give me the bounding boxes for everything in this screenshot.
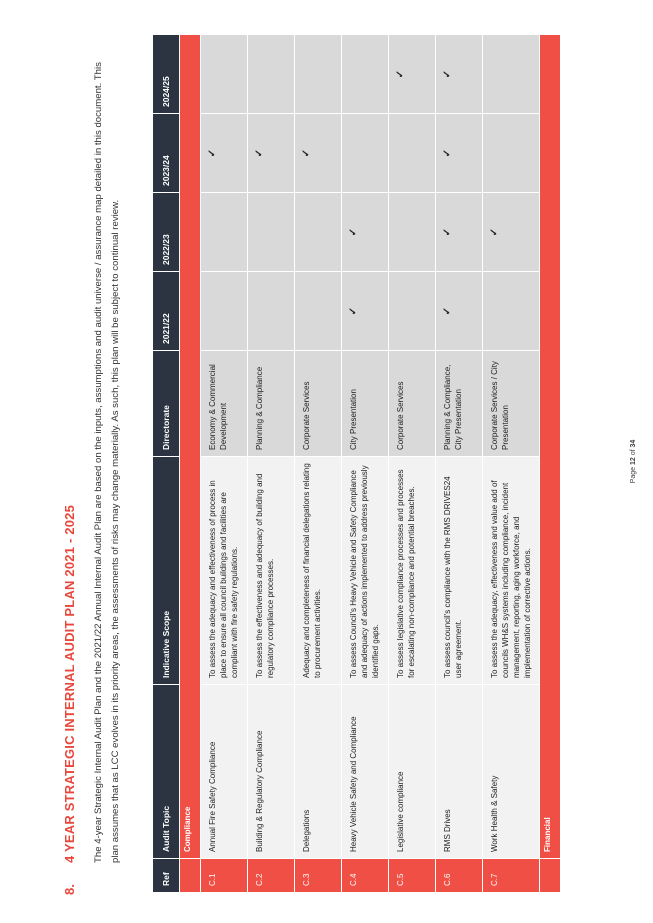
audit-topic-cell: Annual Fire Safety Compliance xyxy=(201,685,248,859)
year-tick-cell xyxy=(295,193,342,272)
audit-topic-cell: RMS Drives xyxy=(436,685,483,859)
ref-cell: C.6 xyxy=(436,859,483,893)
year-tick-cell: ✓ xyxy=(342,193,389,272)
year-tick-cell: ✓ xyxy=(201,114,248,193)
section-title: Compliance xyxy=(180,35,201,859)
directorate-cell: Planning & Compliance xyxy=(248,351,295,457)
directorate-cell: Economy & Commercial Development xyxy=(201,351,248,457)
page-current: 12 xyxy=(630,457,637,466)
year-tick-cell xyxy=(248,272,295,351)
scope-cell: To assess the effectiveness and adequacy of building and regulatory compliance processes. xyxy=(248,457,295,685)
year-tick-cell xyxy=(201,272,248,351)
year-tick-cell: ✓ xyxy=(436,272,483,351)
year-tick-cell xyxy=(389,193,436,272)
year-tick-cell xyxy=(389,114,436,193)
year-tick-cell xyxy=(483,114,540,193)
intro-paragraph: The 4-year Strategic Internal Audit Plan and the 2021/22 Annual Internal Audit Plan are based on the inputs, assumptions and audit universe / assurance map detailed in this document. This plan assumes that as LCC evolves in its priority areas, the assessments of risks may change materially. As such, this plan will be subject to continual review. xyxy=(93,62,121,863)
year-tick-cell: ✓ xyxy=(436,35,483,114)
section-heading xyxy=(62,505,77,895)
year-tick-cell: ✓ xyxy=(389,35,436,114)
year-tick-cell xyxy=(201,193,248,272)
col-header-2022-23: 2022/23 xyxy=(153,193,180,272)
col-header-2024-25: 2024/25 xyxy=(153,35,180,114)
scope-cell: To assess legislative compliance processes and processes for escalating non-compliance and potential breaches. xyxy=(389,457,436,685)
year-tick-cell: ✓ xyxy=(483,193,540,272)
audit-plan-table xyxy=(152,34,561,893)
year-tick-cell xyxy=(295,272,342,351)
year-tick-cell xyxy=(201,35,248,114)
section-ref-cell xyxy=(180,859,201,893)
col-header-2023-24: 2023/24 xyxy=(153,114,180,193)
year-tick-cell xyxy=(248,35,295,114)
year-tick-cell xyxy=(483,35,540,114)
year-tick-cell: ✓ xyxy=(342,272,389,351)
table-row xyxy=(248,35,295,893)
col-header-ref: Ref xyxy=(153,859,180,893)
audit-topic-cell: Heavy Vehicle Safety and Compliance xyxy=(342,685,389,859)
year-tick-cell: ✓ xyxy=(436,114,483,193)
table-row xyxy=(483,35,540,893)
section-row xyxy=(180,35,201,893)
col-header-2021-22: 2021/22 xyxy=(153,272,180,351)
scope-cell: To assess council's compliance with the RMS DRIVES24 user agreement. xyxy=(436,457,483,685)
page-of: of xyxy=(630,449,637,456)
directorate-cell: Planning & Compliance, City Presentation xyxy=(436,351,483,457)
audit-topic-cell: Work Health & Safety xyxy=(483,685,540,859)
table-row xyxy=(295,35,342,893)
table-row xyxy=(436,35,483,893)
section-title: Financial xyxy=(540,35,561,859)
directorate-cell: Corporate Services / City Presentation xyxy=(483,351,540,457)
section-row xyxy=(540,35,561,893)
year-tick-cell xyxy=(389,272,436,351)
scope-cell: To assess the adequacy and effectiveness of process in place to ensure all council buildings and facilities are compliant with fire safety regulations. xyxy=(201,457,248,685)
ref-cell: C.2 xyxy=(248,859,295,893)
ref-cell: C.3 xyxy=(295,859,342,893)
year-tick-cell xyxy=(342,114,389,193)
scope-cell: Adequacy and completeness of financial delegations relating to procurement activities. xyxy=(295,457,342,685)
section-number: 8. xyxy=(62,883,77,895)
directorate-cell: Corporate Services xyxy=(295,351,342,457)
page-label: Page xyxy=(630,466,637,484)
directorate-cell: City Presentation xyxy=(342,351,389,457)
table-header-row xyxy=(153,35,180,893)
year-tick-cell: ✓ xyxy=(436,193,483,272)
year-tick-cell: ✓ xyxy=(295,114,342,193)
year-tick-cell xyxy=(342,35,389,114)
col-header-audit-topic: Audit Topic xyxy=(153,685,180,859)
scope-cell: To assess the adequacy, effectiveness and value add of councils WH&S systems including compliance, incident management, reporting, aging workforce, and implementation of corrective actions. xyxy=(483,457,540,685)
year-tick-cell xyxy=(483,272,540,351)
year-tick-cell xyxy=(295,35,342,114)
table-row xyxy=(389,35,436,893)
section-title: 4 YEAR STRATEGIC INTERNAL AUDIT PLAN 2021 - 2025 xyxy=(62,504,77,863)
ref-cell: C.4 xyxy=(342,859,389,893)
ref-cell: C.1 xyxy=(201,859,248,893)
page-footer xyxy=(630,0,637,923)
audit-topic-cell: Delegations xyxy=(295,685,342,859)
col-header-indicative-scope: Indicative Scope xyxy=(153,457,180,685)
ref-cell: C.7 xyxy=(483,859,540,893)
col-header-directorate: Directorate xyxy=(153,351,180,457)
audit-topic-cell: Legislative compliance xyxy=(389,685,436,859)
page-total: 34 xyxy=(630,439,637,448)
audit-topic-cell: Building & Regulatory Compliance xyxy=(248,685,295,859)
table-row xyxy=(342,35,389,893)
year-tick-cell xyxy=(248,193,295,272)
directorate-cell: Corporate Services xyxy=(389,351,436,457)
year-tick-cell: ✓ xyxy=(248,114,295,193)
table-row xyxy=(201,35,248,893)
table-body xyxy=(180,35,561,893)
ref-cell: C.5 xyxy=(389,859,436,893)
section-ref-cell xyxy=(540,859,561,893)
scope-cell: To assess Council's Heavy Vehicle and Safety Compliance and adequacy of actions implemented to address previously identified gaps. xyxy=(342,457,389,685)
